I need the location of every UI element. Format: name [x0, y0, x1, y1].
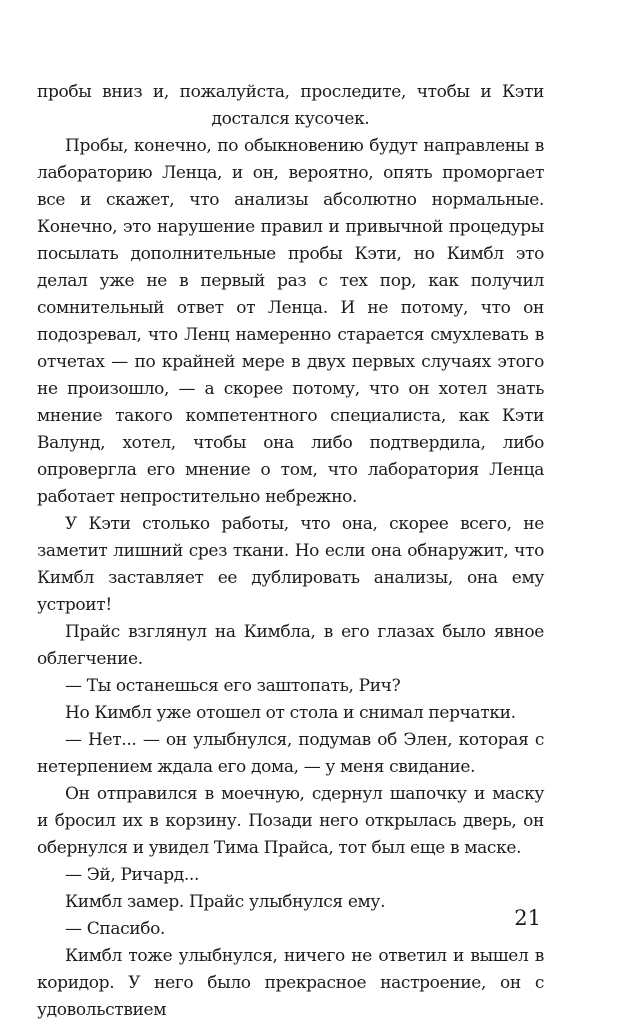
paragraph: — Эй, Ричард... — [65, 865, 200, 885]
paragraph: — Ты останешься его заштопать, Рич? — [65, 676, 401, 696]
paragraph: Пробы, конечно, по обыкновению будут направлены в лабораторию Ленца, и он, вероятно, опять проморгает все и скажет, что анализы абсолютно нормальные. Конечно, это нарушение правил и привычной процедуры посылать дополнительные пробы Кэти, но Кимбл это делал уже не в первый раз с тех пор, как получил сомнительный ответ от Ленца. И не потому, что он подозревал, что Ленц намеренно старается смухлевать в отчетах — по крайней мере в двух первых случаях этого не произошло, — а скорее потому, что он хотел знать мнение такого компетентного специалиста, как Кэти Валунд, хотел, чтобы она либо подтвердила, либо опровергла его мнение о том, что лаборатория Ленца работает непростительно небрежно. — [37, 136, 544, 507]
book-page-text — [37, 79, 544, 1024]
paragraph: Он отправился в моечную, сдернул шапочку и маску и бросил их в корзину. Позади него открылась дверь, он обернулся и увидел Тима Прайса, тот был еще в маске. — [37, 784, 544, 858]
paragraph: Но Кимбл уже отошел от стола и снимал перчатки. — [65, 703, 516, 723]
paragraph: Кимбл тоже улыбнулся, ничего не ответил и вышел в коридор. У него было прекрасное настроение, он с удовольствием — [37, 946, 544, 1020]
paragraph: У Кэти столько работы, что она, скорее всего, не заметит лишний срез ткани. Но если она обнаружит, что Кимбл заставляет ее дублировать анализы, она ему устроит! — [37, 514, 544, 615]
page-number: 21 — [514, 906, 541, 930]
paragraph: Прайс взглянул на Кимбла, в его глазах было явное облегчение. — [37, 622, 544, 669]
paragraph: пробы вниз и, пожалуйста, проследите, чтобы и Кэти достался кусочек. — [37, 82, 544, 129]
paragraph: — Нет... — он улыбнулся, подумав об Элен, которая с нетерпением ждала его дома, — у меня свидание. — [37, 730, 544, 777]
paragraph: — Спасибо. — [65, 919, 166, 939]
paragraph: Кимбл замер. Прайс улыбнулся ему. — [65, 892, 386, 912]
